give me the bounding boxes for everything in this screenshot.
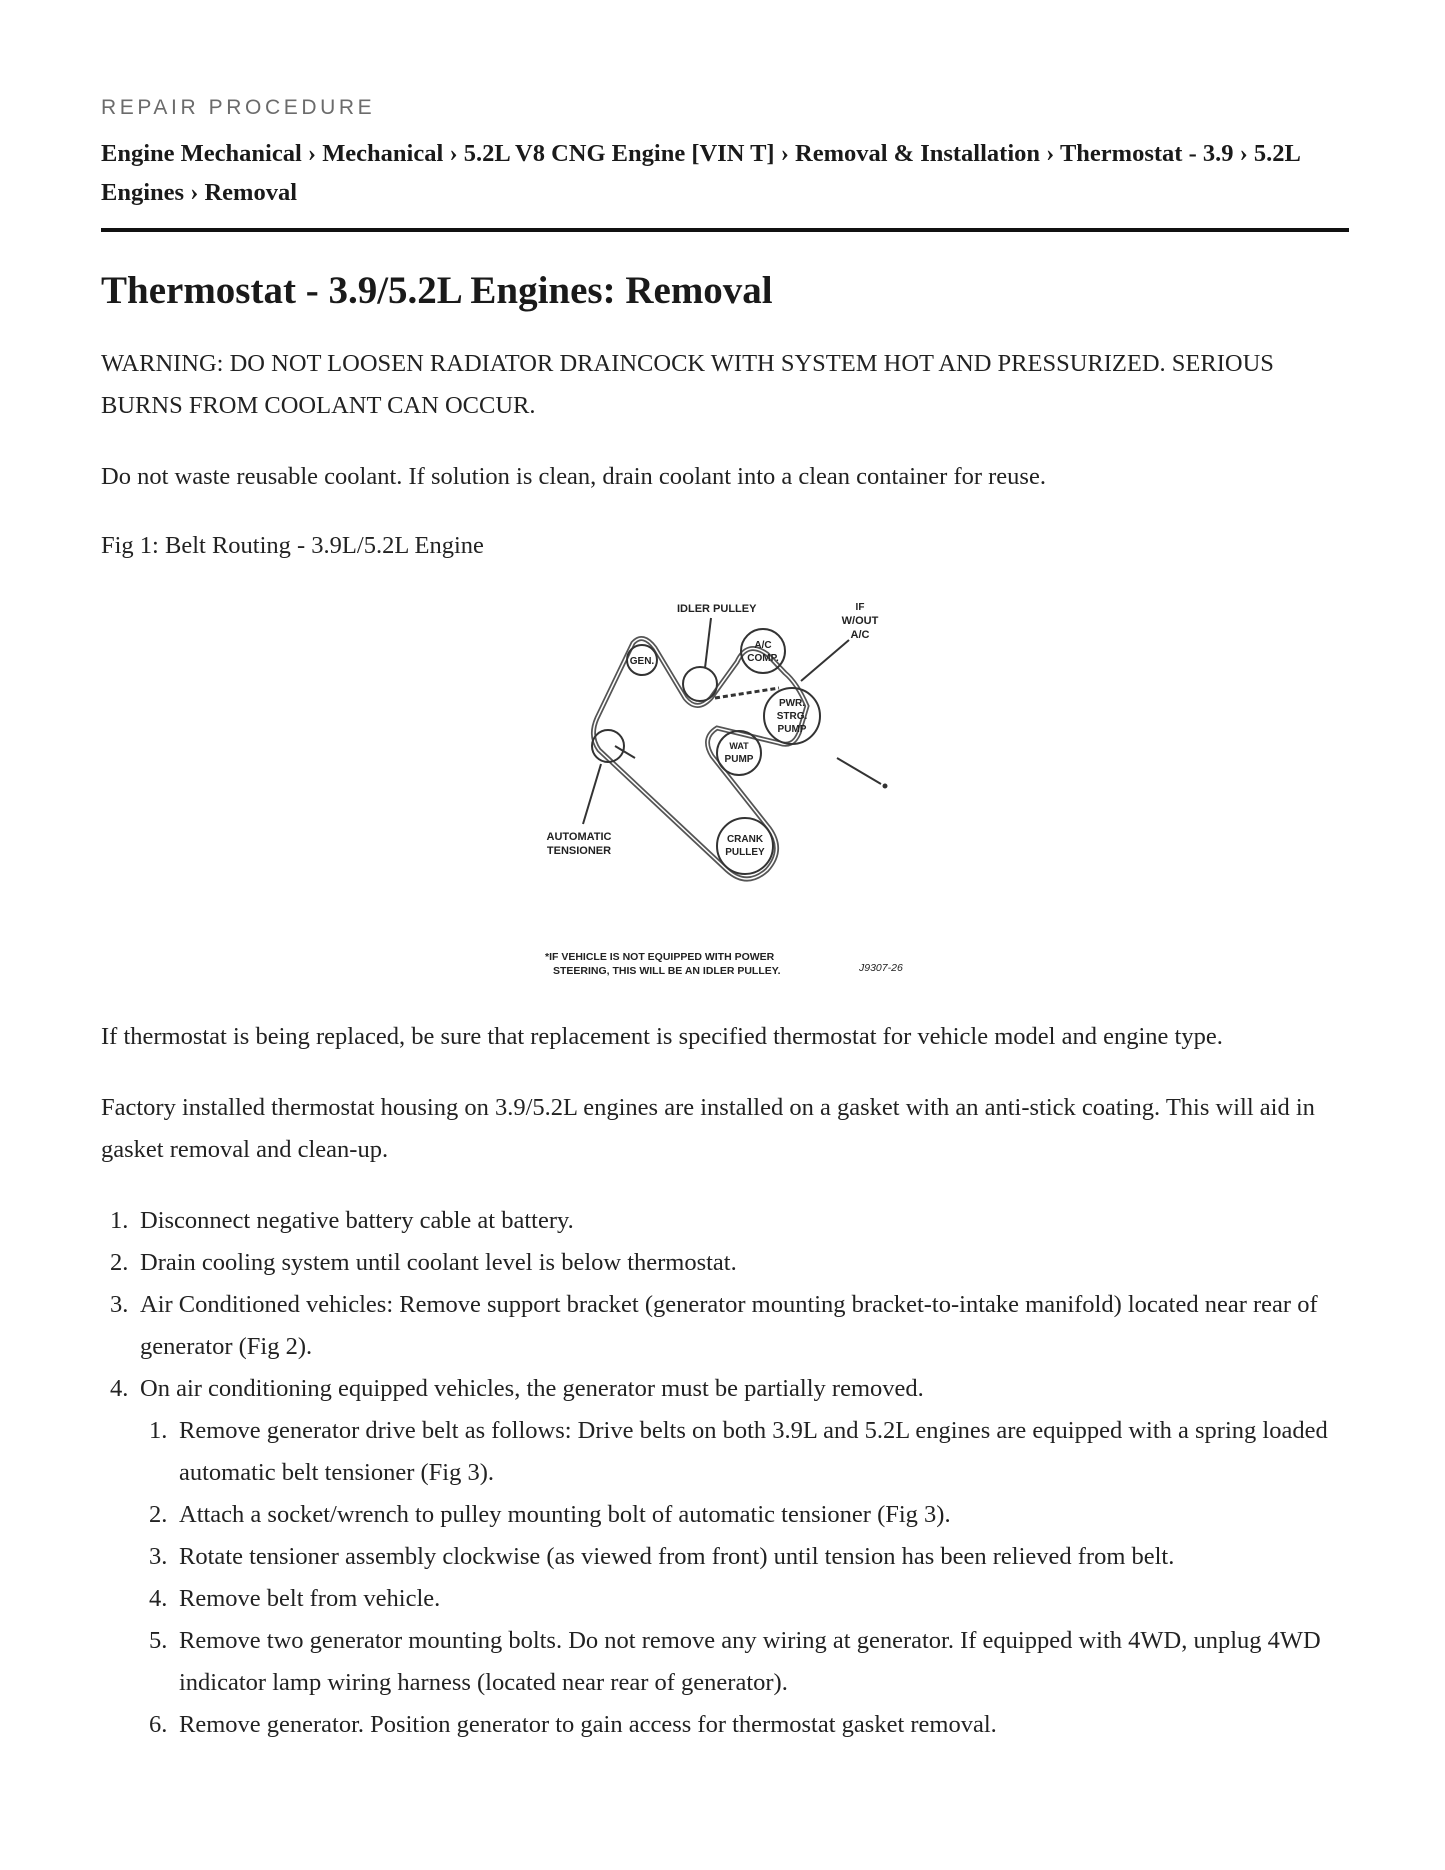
header-divider — [101, 228, 1349, 232]
label-idler: IDLER PULLEY — [677, 603, 757, 615]
idler-pulley — [683, 667, 717, 701]
label-crank-1: CRANK — [726, 834, 764, 845]
sub-steps — [101, 1410, 1349, 1746]
label-if: IF — [855, 602, 865, 613]
breadcrumb-item[interactable]: Thermostat - 3.9 — [1059, 140, 1234, 167]
breadcrumb-item-current[interactable]: Removal — [204, 179, 298, 206]
list-item — [140, 1620, 1349, 1704]
procedure-steps — [101, 1200, 1349, 1746]
list-item — [140, 1578, 1349, 1620]
label-wat-1: WAT — [729, 741, 749, 751]
step-text: Drain cooling system until coolant level is below thermostat. — [140, 1249, 737, 1276]
step-number: 2. — [110, 1249, 129, 1276]
step-number: 1. — [110, 1207, 129, 1234]
list-item — [101, 1368, 1349, 1746]
replacement-note: If thermostat is being replaced, be sure that replacement is specified thermostat for vehicle model and engine type. — [101, 1023, 1223, 1050]
label-gen: GEN. — [629, 656, 655, 667]
label-ac: A/C — [850, 629, 870, 641]
step-number: 4. — [149, 1585, 168, 1612]
step-text: Remove two generator mounting bolts. Do not remove any wiring at generator. If equipped with 4WD, unplug 4WD indicator lamp wiring harness (located near rear of generator). — [179, 1627, 1321, 1696]
step-number: 3. — [110, 1291, 129, 1318]
step-text: Rotate tensioner assembly clockwise (as viewed from front) until tension has been relieved from belt. — [179, 1543, 1175, 1570]
coolant-note: Do not waste reusable coolant. If solution is clean, drain coolant into a clean container for reuse. — [101, 463, 1046, 490]
step-text: Attach a socket/wrench to pulley mounting bolt of automatic tensioner (Fig 3). — [179, 1501, 951, 1528]
step-number: 5. — [149, 1627, 168, 1654]
belt-routing-diagram — [537, 588, 1017, 988]
label-pwr-1: PWR. — [778, 698, 806, 709]
breadcrumb-item[interactable]: Removal & Installation — [795, 140, 1040, 167]
step-number: 6. — [149, 1711, 168, 1738]
warning-text: WARNING: DO NOT LOOSEN RADIATOR DRAINCOCK WITH SYSTEM HOT AND PRESSURIZED. SERIOUS BURNS FROM COOLANT CAN OCCUR. — [101, 350, 1274, 419]
step-text: Remove belt from vehicle. — [179, 1585, 441, 1612]
list-item — [101, 1242, 1349, 1284]
section-kicker: REPAIR PROCEDURE — [101, 96, 376, 119]
breadcrumb — [101, 134, 1349, 212]
label-wout: W/OUT — [841, 615, 879, 627]
belt-routing-figure — [537, 588, 1017, 988]
step-text: On air conditioning equipped vehicles, the generator must be partially removed. — [140, 1375, 924, 1402]
water-pump-pulley — [717, 731, 761, 775]
list-item — [140, 1536, 1349, 1578]
breadcrumb-separator: › — [1046, 140, 1060, 167]
step-text: Remove generator drive belt as follows: Drive belts on both 3.9L and 5.2L engines are equipped with a spring loaded automatic belt tensioner (Fig 3). — [179, 1417, 1328, 1486]
label-auto-1: AUTOMATIC — [546, 831, 612, 843]
figure-footnote-2: STEERING, THIS WILL BE AN IDLER PULLEY. — [553, 965, 781, 977]
list-item — [101, 1284, 1349, 1368]
figure-footnote-1: *IF VEHICLE IS NOT EQUIPPED WITH POWER — [545, 951, 775, 963]
step-text: Remove generator. Position generator to gain access for thermostat gasket removal. — [179, 1711, 997, 1738]
breadcrumb-separator: › — [307, 140, 323, 167]
list-item — [140, 1494, 1349, 1536]
page-title: Thermostat - 3.9/5.2L Engines: Removal — [101, 269, 773, 312]
label-crank-2: PULLEY — [725, 847, 765, 858]
label-ac-comp-1: A/C — [754, 640, 772, 651]
label-wat-2: PUMP — [724, 754, 754, 765]
breadcrumb-separator: › — [449, 140, 464, 167]
breadcrumb-item[interactable]: 5.2L Engines — [101, 140, 1300, 206]
breadcrumb-item[interactable]: Mechanical — [322, 140, 444, 167]
breadcrumb-separator: › — [1239, 140, 1254, 167]
breadcrumb-item[interactable]: Engine Mechanical — [101, 140, 302, 167]
figure-code: J9307-26 — [859, 962, 903, 974]
figure-caption: Fig 1: Belt Routing - 3.9L/5.2L Engine — [101, 532, 484, 559]
label-auto-2: TENSIONER — [546, 845, 612, 857]
step-text: Disconnect negative battery cable at battery. — [140, 1207, 574, 1234]
list-item — [101, 1200, 1349, 1242]
breadcrumb-separator: › — [780, 140, 795, 167]
factory-note: Factory installed thermostat housing on 3.9/5.2L engines are installed on a gasket with an anti-stick coating. This will aid in gasket removal and clean-up. — [101, 1094, 1315, 1163]
step-number: 2. — [149, 1501, 168, 1528]
list-item — [140, 1410, 1349, 1494]
step-text: Air Conditioned vehicles: Remove support bracket (generator mounting bracket-to-intake manifold) located near rear of generator (Fig 2). — [140, 1291, 1318, 1360]
step-number: 4. — [110, 1375, 129, 1402]
label-ac-comp-2: COMP. — [747, 653, 779, 664]
step-number: 3. — [149, 1543, 168, 1570]
step-number: 1. — [149, 1417, 168, 1444]
label-pwr-2: STRG. — [776, 711, 808, 722]
breadcrumb-separator: › — [190, 179, 205, 206]
breadcrumb-item[interactable]: 5.2L V8 CNG Engine [VIN T] — [463, 140, 775, 167]
list-item — [140, 1704, 1349, 1746]
label-pwr-3: PUMP — [777, 724, 807, 735]
crank-pulley — [717, 818, 773, 874]
